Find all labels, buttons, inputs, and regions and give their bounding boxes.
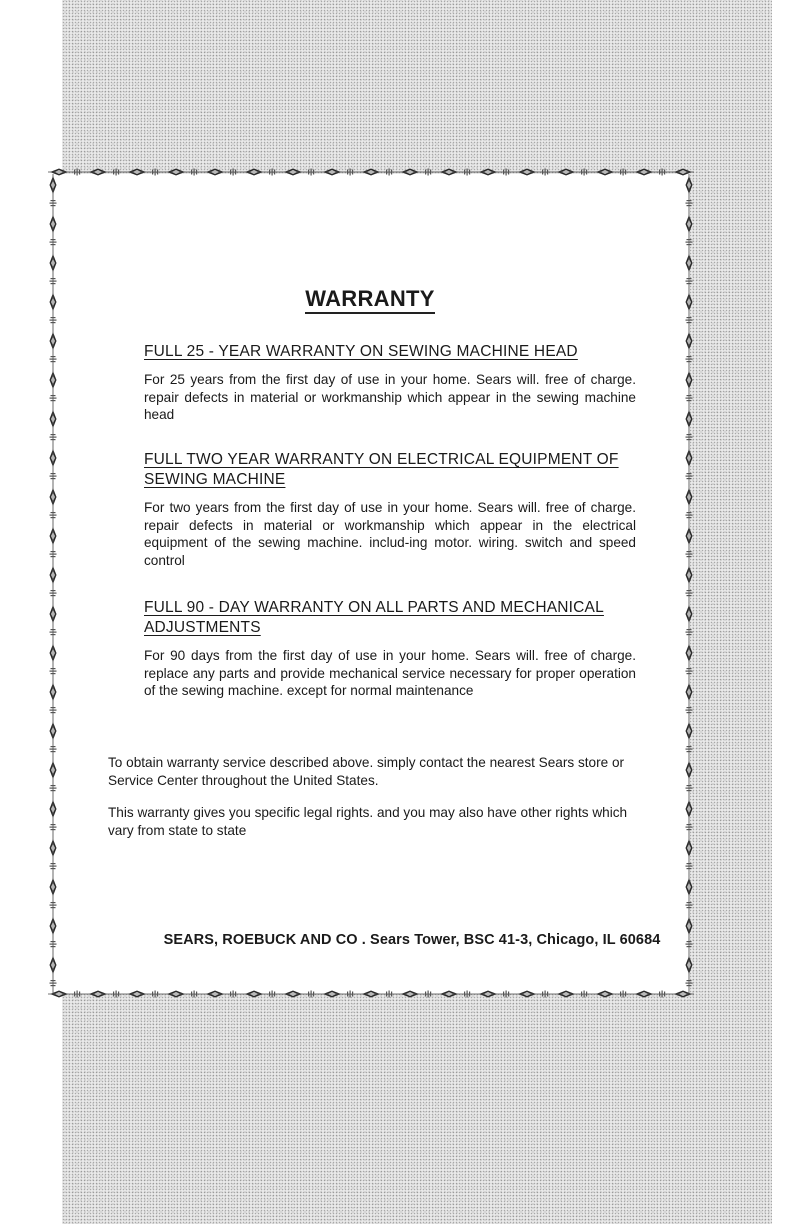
section-heading: FULL 90 - DAY WARRANTY ON ALL PARTS AND MECHANICAL ADJUSTMENTS	[144, 599, 604, 636]
rights-note: This warranty gives you specific legal rights. and you may also have other rights which vary from state to state	[108, 805, 628, 838]
ornamental-border-bottom	[48, 988, 694, 1000]
section-body: For 25 years from the first day of use in your home. Sears will. free of charge. repair defects in material or workmanship which appear in the sewing machine head	[144, 372, 636, 422]
page-title	[0, 286, 740, 312]
company-address: SEARS, ROEBUCK AND CO . Sears Tower, BSC 41-3, Chicago, IL 60684	[163, 932, 661, 948]
service-note: To obtain warranty service described above. simply contact the nearest Sears store or Service Center throughout the United States.	[108, 755, 625, 788]
section-heading: FULL 25 - YEAR WARRANTY ON SEWING MACHINE HEAD	[144, 343, 578, 360]
title-text: WARRANTY	[305, 286, 435, 314]
section-body: For two years from the first day of use in your home. Sears will. free of charge. repair defects in material or workmanship which appear in the electrical equipment of the sewing machine. includ-ing motor. wiring. switch and speed control	[144, 500, 636, 568]
warranty-section-parts	[144, 598, 636, 700]
warranty-section-head	[144, 342, 636, 424]
warranty-section-electrical	[144, 450, 636, 569]
ornamental-border-top	[48, 166, 694, 178]
section-heading: FULL TWO YEAR WARRANTY ON ELECTRICAL EQUIPMENT OF SEWING MACHINE	[144, 451, 619, 488]
section-body: For 90 days from the first day of use in your home. Sears will. free of charge. replace any parts and provide mechanical service necessary for proper operation of the sewing machine. except for normal maintenance	[144, 648, 636, 698]
